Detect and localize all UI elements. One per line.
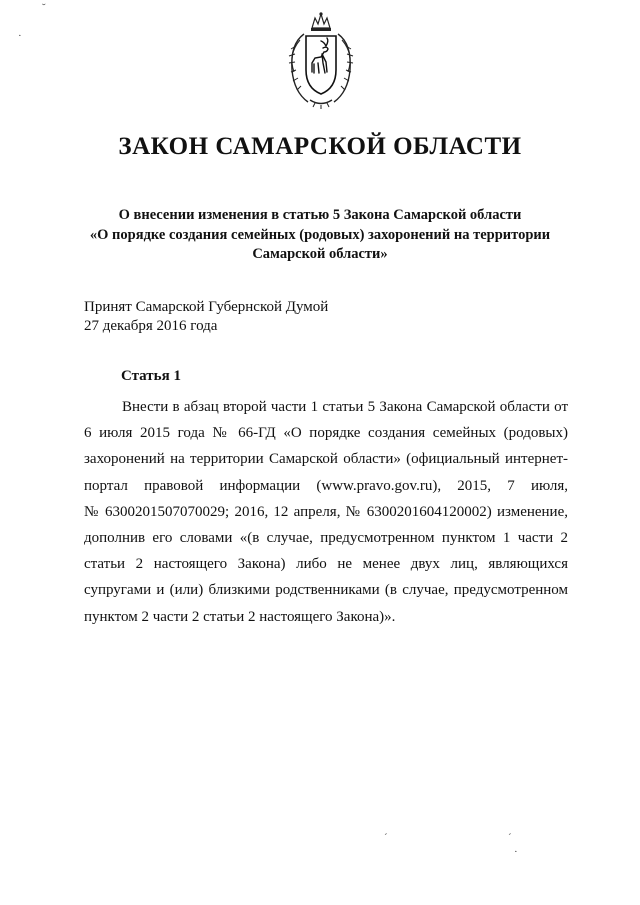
article-body — [84, 394, 568, 630]
adoption-info — [84, 298, 328, 336]
article-line: № 6300201507070029; 2016, 12 апреля, № 6300201604120002) изменение, — [84, 503, 568, 520]
article-line: захоронений на территории Самарской области» (официальный интернет- — [84, 451, 568, 468]
subtitle-line: Самарской области» — [252, 246, 388, 262]
scan-mark: ´ — [384, 832, 388, 844]
article-line: пунктом 2 части 2 статьи 2 настоящего Закона)». — [84, 608, 396, 625]
scan-mark: ´ — [508, 832, 512, 844]
law-subtitle — [60, 206, 580, 265]
adoption-line: Принят Самарской Губернской Думой — [84, 299, 329, 315]
scan-mark: · — [514, 846, 518, 858]
scan-mark: · — [18, 30, 22, 42]
scan-mark: ˘ — [42, 2, 46, 14]
adoption-date: 27 декабря 2016 года — [84, 318, 218, 334]
coat-of-arms-icon — [282, 10, 360, 110]
article-line: дополнив его словами «(в случае, предусмотренном пунктом 1 части 2 — [84, 529, 568, 546]
article-line: портал правовой информации (www.pravo.gov.ru), 2015, 7 июля, — [84, 477, 568, 494]
article-line: супругами и (или) близкими родственниками (в случае, предусмотренном — [84, 582, 568, 599]
article-line: 6 июля 2015 года № 66-ГД «О порядке создания семейных (родовых) — [84, 425, 568, 442]
page-title: ЗАКОН САМАРСКОЙ ОБЛАСТИ — [118, 133, 522, 160]
subtitle-line: «О порядке создания семейных (родовых) захоронений на территории — [89, 226, 551, 243]
subtitle-line: О внесении изменения в статью 5 Закона Самарской области — [118, 207, 522, 223]
article-line: статьи 2 настоящего Закона) либо не менее двух лиц, являющихся — [84, 556, 568, 573]
article-heading: Статья 1 — [121, 368, 181, 384]
article-line: Внести в абзац второй части 1 статьи 5 Закона Самарской области от — [122, 399, 568, 415]
